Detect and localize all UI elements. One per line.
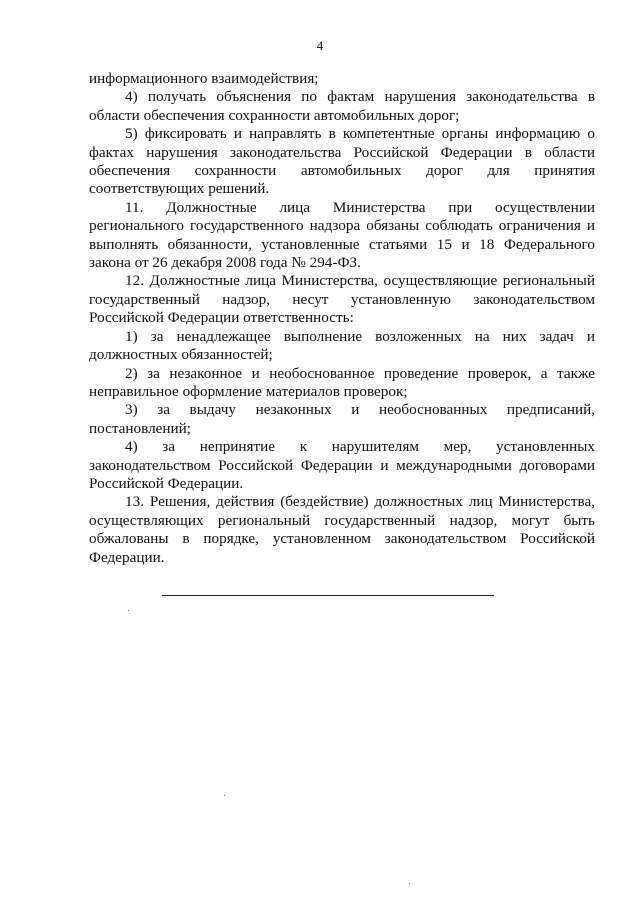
clause-12-responsibility: 12. Должностные лица Министерства, осуществляющие региональный государственный надзор, несут установленную законодательством Российской Федерации ответственность: bbox=[89, 272, 595, 327]
paragraph-continuation: информационного взаимодействия; bbox=[89, 70, 319, 87]
page-number: 4 bbox=[316, 38, 324, 53]
scan-speck bbox=[128, 610, 129, 611]
list-item-3-unlawful-orders: 3) за выдачу незаконных и необоснованных предписаний, постановлений; bbox=[89, 401, 595, 437]
list-item-1-improper-performance: 1) за ненадлежащее выполнение возложенных на них задач и должностных обязанностей; bbox=[89, 327, 595, 364]
list-item-4-explanations: 4) получать объяснения по фактам нарушения законодательства в области обеспечения сохранности автомобильных дорог; bbox=[89, 88, 595, 124]
clause-13-appeals: 13. Решения, действия (бездействие) должностных лиц Министерства, осуществляющих региональный государственный надзор, могут быть обжалованы в порядке, установленном законодательством Российской Федерации. bbox=[89, 493, 595, 566]
document-body bbox=[89, 70, 595, 567]
scan-speck bbox=[224, 795, 225, 796]
list-item-4-failure-to-act: 4) за непринятие к нарушителям мер, установленных законодательством Российской Федерации и международными договорами Российской Федерации. bbox=[89, 438, 595, 492]
clause-11-obligations: 11. Должностные лица Министерства при осуществлении регионального государственного надзора обязаны соблюдать ограничения и выполнять обязанности, установленные статьями 15 и 18 Федерального закона от 26 декабря 2008 года № 294-ФЗ. bbox=[89, 198, 595, 272]
scan-speck bbox=[409, 883, 410, 884]
list-item-5-record-violations: 5) фиксировать и направлять в компетентные органы информацию о фактах нарушения законодательства Российской Федерации в области обеспечения сохранности автомобильных дорог для принятия соответствующих решений. bbox=[89, 125, 595, 198]
closing-rule-line bbox=[162, 595, 494, 596]
list-item-2-unlawful-inspections: 2) за незаконное и необоснованное проведение проверок, а также неправильное оформление материалов проверок; bbox=[89, 364, 595, 400]
